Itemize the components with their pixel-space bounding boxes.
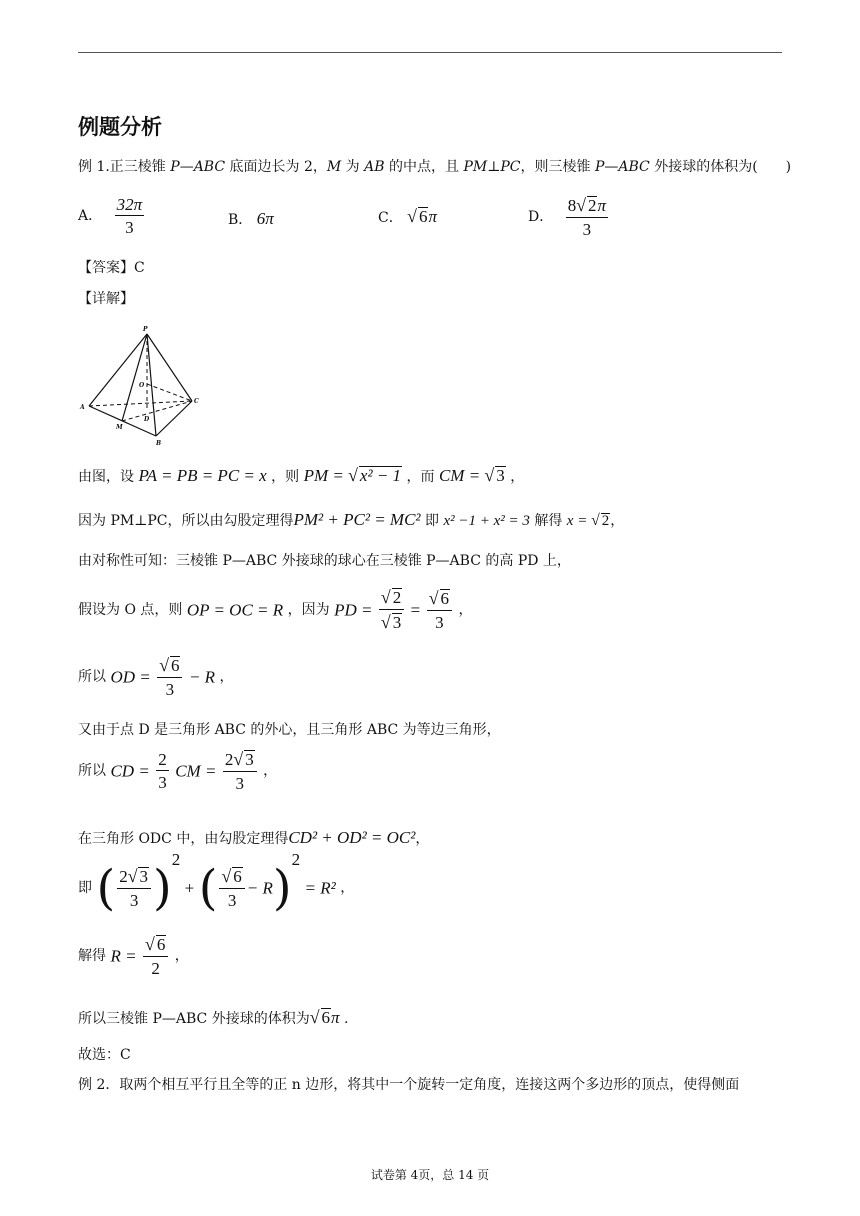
denominator [379,610,404,632]
text: ，因为 [287,601,330,618]
solution-line-12: 故选：C [78,1047,131,1063]
numerator [143,935,168,957]
math: OD = [110,667,151,687]
radicand: 2 [392,588,402,607]
radical-sign: √ [233,749,244,769]
option-b-value: 6π [256,209,274,228]
solution-line-10 [78,935,189,977]
math: − R [246,878,273,898]
fraction [219,867,244,909]
coef: 2 [119,867,128,887]
fraction [157,656,182,698]
paren-right: ) [152,860,172,917]
solution-line-8 [78,829,429,846]
math: = R² [304,878,336,898]
text: ， [219,668,234,685]
label-b: B [156,440,162,447]
q-perp: ⊥ [487,159,501,175]
segment-oc [147,384,192,401]
numerator [566,196,608,218]
denominator: 3 [235,773,245,793]
solution-line-7 [78,750,277,792]
label-a: A [80,404,85,411]
denominator: 3 [158,772,167,792]
radicand: 3 [245,750,254,769]
radicand: 6 [418,207,428,226]
q-var-abc: ABC [193,159,226,175]
radical-sign: √ [591,512,600,529]
numerator [117,867,151,889]
option-c-value [407,207,437,226]
math: CD = [110,761,150,781]
example-2-start: 例 2．取两个相互平行且全等的正 n 边形，将其中一个旋转一定角度，连接这两个多边形的顶点，使得侧面 [78,1077,740,1093]
q-var-pc: PC [500,159,521,175]
text: . [339,1011,349,1027]
pi: π [597,196,607,215]
math-equals: = [410,600,421,620]
radicand: 3 [139,867,148,887]
option-a [78,196,146,236]
text: ， [174,947,189,964]
numerator [223,750,257,772]
q-text: 外接球的体积为( ) [649,159,792,175]
numerator [157,656,182,678]
detail-heading: 【详解】 [78,291,134,307]
fraction [427,589,452,631]
text: ， [458,601,473,618]
radical-sign: √ [380,611,391,632]
text: ， [610,513,625,529]
text: 所以 [78,668,106,685]
radical-sign: √ [221,866,232,887]
option-c [378,207,437,226]
edge-pc [147,334,192,401]
math-x: x = [566,513,588,529]
math-cm: CM = [438,466,481,485]
text: ， [510,469,525,485]
edge-pm [122,334,147,421]
paren-left: ( [96,860,116,917]
denominator: 3 [582,219,592,239]
radical-sign: √ [145,934,155,954]
label-d: D [144,416,150,423]
radical-sign: √ [380,587,391,607]
solution-line-9 [78,850,355,917]
radicand: 3 [496,466,505,485]
exponent: 2 [171,850,181,869]
q-var-abc: ABC [618,159,650,175]
radicand: 6 [440,588,449,608]
page-footer: 试卷第 4页，总 14 页 [370,1168,490,1182]
option-d-fraction [566,196,608,238]
edge-bc [156,401,192,436]
radicand: 6 [321,1008,330,1027]
option-label: B． [228,212,253,228]
text: 所以 [78,762,106,779]
text: ，而 [406,469,435,485]
text: ， [415,831,430,847]
text: 即 [78,880,92,897]
math: R = [110,946,137,966]
option-a-fraction [115,196,145,236]
pi: π [428,207,437,226]
fraction [223,750,257,792]
solution-line-1 [78,466,524,485]
q-var-p: P [170,159,180,175]
denominator: 3 [435,612,444,632]
option-label: D． [528,208,554,225]
numerator [379,588,404,610]
radicand: 6 [156,935,166,954]
radical-sign: √ [428,587,439,608]
radicand: 3 [392,612,402,632]
math [304,466,402,485]
q-var-m: M [326,159,342,175]
text: 因为 PM⊥PC，所以由勾股定理得 [78,513,294,529]
q-dash: — [604,159,619,175]
radical-sign: √ [348,465,358,485]
q-text: ，则三棱锥 [520,159,595,175]
label-o: O [139,382,145,389]
radical-sign: √ [484,465,495,485]
label-m: M [116,424,123,431]
coef: 8 [567,196,577,215]
question-text: 例 1.正三棱锥 [78,159,171,175]
fraction [379,588,404,632]
text: 即 [420,513,444,529]
text: 由图，设 [78,469,134,485]
pi: π [331,1008,340,1027]
q-var-pm: PM [463,159,488,175]
math: PD = [334,600,373,620]
math-pm: PM = [303,466,344,485]
radicand: 2 [601,513,610,529]
numerator [219,867,244,889]
math: x² −1 + x² = 3 [443,513,530,529]
text: 解得 [529,513,567,529]
text: 解得 [78,947,106,964]
question-1 [78,160,791,174]
math [439,466,506,485]
text: 在三角形 ODC 中，由勾股定理得 [78,831,289,847]
denominator: 3 [125,218,134,237]
coef: 2 [224,750,234,769]
solution-line-2 [78,511,624,529]
solution-line-3: 由对称性可知：三棱锥 P—ABC 外接球的球心在三棱锥 P—ABC 的高 PD 上， [78,553,571,569]
math: OP = OC = R [186,600,284,620]
radicand: 2 [587,196,597,215]
q-dash: — [179,159,194,175]
radicand: 6 [170,656,180,675]
q-text: 为 [341,159,365,175]
option-d [528,196,610,238]
option-label: C． [378,210,403,226]
fraction [117,867,151,909]
q-text: 底面边长为 2， [225,159,327,175]
denominator: 2 [151,958,160,978]
denominator: 3 [227,891,237,911]
math: − R [188,667,216,687]
header-rule [78,52,782,53]
text: ， [263,762,278,779]
math: PM² + PC² = MC² [293,510,421,529]
text: ， [340,880,355,897]
solution-line-4 [78,588,472,632]
paren-left: ( [198,860,218,917]
radical-sign: √ [309,1007,320,1027]
option-label: A． [78,208,103,224]
radical-sign: √ [576,195,586,215]
answer: 【答案】C [78,260,145,276]
radical-sign: √ [407,206,417,226]
solution-line-11 [78,1008,348,1027]
numerator: 32π [116,195,143,214]
q-text: 的中点，且 [384,159,464,175]
math: CD² + OD² = OC² [288,828,416,847]
math: CM = [175,761,217,781]
solution-line-5 [78,656,234,698]
text: ，则 [271,469,300,485]
numerator: 2 [158,749,167,769]
numerator [427,589,452,611]
paren-right: ) [272,860,292,917]
denominator: 3 [129,891,139,911]
edge-pa [89,334,147,406]
math-plus: + [184,878,195,898]
radical-sign: √ [159,655,169,675]
radical-sign: √ [127,866,138,887]
fraction [143,935,168,977]
q-var-ab: AB [364,159,385,175]
text: 假设为 O 点，则 [78,601,183,618]
radicand: 6 [233,867,242,887]
option-b [228,210,274,227]
math [567,513,610,529]
label-c: C [194,398,199,405]
text: 所以三棱锥 P—ABC 外接球的体积为 [78,1011,310,1027]
math: PA = PB = PC = x [138,466,267,485]
q-var-p: P [594,159,605,175]
denominator: 3 [165,679,175,699]
math [310,1008,340,1027]
exponent: 2 [291,850,301,869]
section-title: 例题分析 [78,115,162,139]
solution-line-6: 又由于点 D 是三角形 ABC 的外心，且三角形 ABC 为等边三角形， [78,722,501,738]
radicand: x² − 1 [359,466,402,485]
fraction [156,751,169,791]
label-p: P [143,326,148,333]
pyramid-figure [78,322,208,450]
